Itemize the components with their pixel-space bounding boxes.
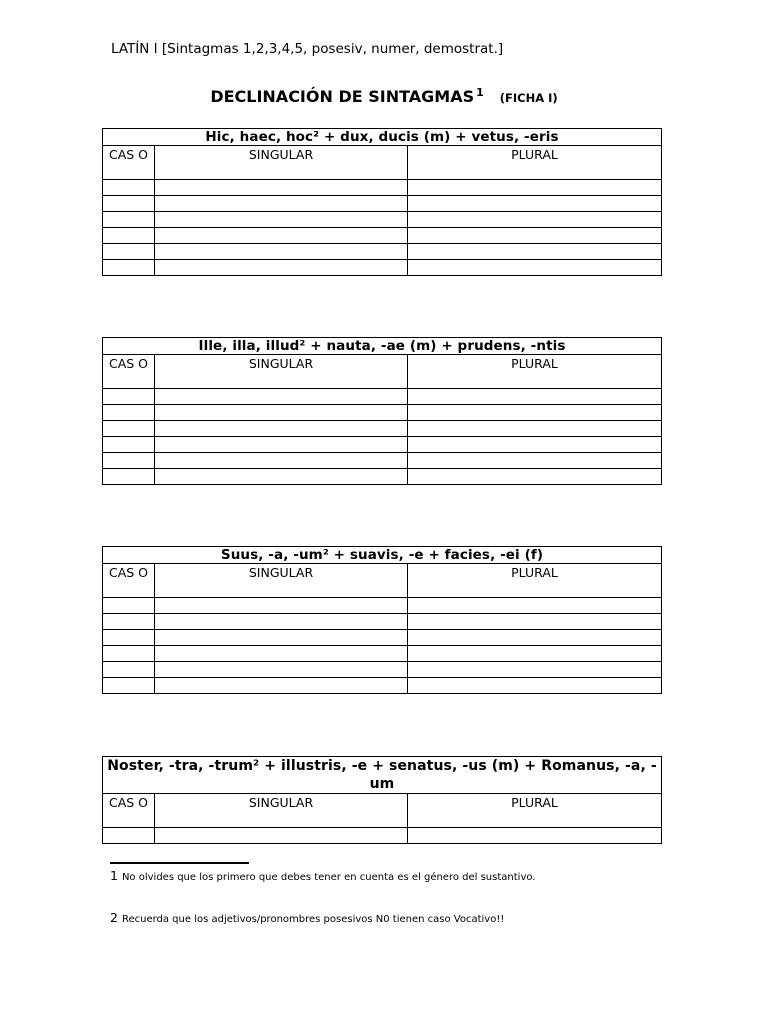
singular-cell[interactable] [155,212,408,228]
plural-header: PLURAL [408,794,662,828]
table-row [103,212,662,228]
plural-cell[interactable] [408,678,662,694]
table-heading: Ille, illa, illud² + nauta, -ae (m) + prudens, -ntis [103,338,662,355]
singular-cell[interactable] [155,453,408,469]
plural-cell[interactable] [408,180,662,196]
plural-cell[interactable] [408,244,662,260]
table-row [103,389,662,405]
plural-cell[interactable] [408,630,662,646]
singular-header: SINGULAR [155,564,408,598]
singular-cell[interactable] [155,228,408,244]
table-row [103,469,662,485]
table-row [103,196,662,212]
footnote-separator [110,862,249,864]
table-row [103,828,662,844]
singular-cell[interactable] [155,646,408,662]
title-footnote-ref: 1 [476,86,484,99]
table-heading: Noster, -tra, -trum² + illustris, -e + senatus, -us (m) + Romanus, -a, -um [103,757,662,794]
singular-header: SINGULAR [155,355,408,389]
title-ficha: (FICHA I) [499,91,558,105]
singular-cell[interactable] [155,196,408,212]
footnote-number: 1 [110,868,118,883]
plural-cell[interactable] [408,260,662,276]
singular-cell[interactable] [155,678,408,694]
declension-table-1 [102,128,662,276]
footnote-text: Recuerda que los adjetivos/pronombres posesivos N0 tienen caso Vocativo!! [121,914,505,925]
table-row [103,662,662,678]
singular-cell[interactable] [155,244,408,260]
plural-header: PLURAL [408,146,662,180]
table-row [103,614,662,630]
table-row [103,646,662,662]
singular-cell[interactable] [155,437,408,453]
table-row [103,678,662,694]
plural-cell[interactable] [408,228,662,244]
table-row [103,244,662,260]
table-heading: Hic, haec, hoc² + dux, ducis (m) + vetus, -eris [103,129,662,146]
caso-header: CAS O [103,794,155,828]
plural-cell[interactable] [408,598,662,614]
footnote-text: No olvides que los primero que debes tener en cuenta es el género del sustantivo. [121,872,536,883]
plural-cell[interactable] [408,469,662,485]
singular-cell[interactable] [155,598,408,614]
table-row [103,405,662,421]
plural-header: PLURAL [408,355,662,389]
singular-header: SINGULAR [155,794,408,828]
singular-cell[interactable] [155,828,408,844]
footnote-1 [110,868,535,883]
table-row [103,260,662,276]
caso-header: CAS O [103,564,155,598]
plural-cell[interactable] [408,662,662,678]
table-row [103,228,662,244]
declension-table-3 [102,546,662,694]
plural-cell[interactable] [408,437,662,453]
table-heading: Suus, -a, -um² + suavis, -e + facies, -ei (f) [103,547,662,564]
singular-cell[interactable] [155,405,408,421]
plural-cell[interactable] [408,614,662,630]
table-row [103,453,662,469]
singular-header: SINGULAR [155,146,408,180]
plural-cell[interactable] [408,389,662,405]
plural-cell[interactable] [408,421,662,437]
plural-header: PLURAL [408,564,662,598]
footnote-2 [110,910,504,925]
plural-cell[interactable] [408,405,662,421]
singular-cell[interactable] [155,469,408,485]
singular-cell[interactable] [155,630,408,646]
table-row [103,437,662,453]
declension-table-4 [102,756,662,844]
plural-cell[interactable] [408,453,662,469]
table-row [103,421,662,437]
document-header: LATÍN I [Sintagmas 1,2,3,4,5, posesiv, numer, demostrat.] [111,41,504,57]
singular-cell[interactable] [155,180,408,196]
plural-cell[interactable] [408,212,662,228]
table-row [103,598,662,614]
title-text: DECLINACIÓN DE SINTAGMAS [210,87,475,106]
plural-cell[interactable] [408,196,662,212]
declension-table-2 [102,337,662,485]
singular-cell[interactable] [155,614,408,630]
singular-cell[interactable] [155,260,408,276]
singular-cell[interactable] [155,662,408,678]
table-row [103,180,662,196]
caso-header: CAS O [103,146,155,180]
plural-cell[interactable] [408,828,662,844]
singular-cell[interactable] [155,421,408,437]
page-title [0,86,768,106]
caso-header: CAS O [103,355,155,389]
plural-cell[interactable] [408,646,662,662]
footnote-number: 2 [110,910,118,925]
table-row [103,630,662,646]
singular-cell[interactable] [155,389,408,405]
